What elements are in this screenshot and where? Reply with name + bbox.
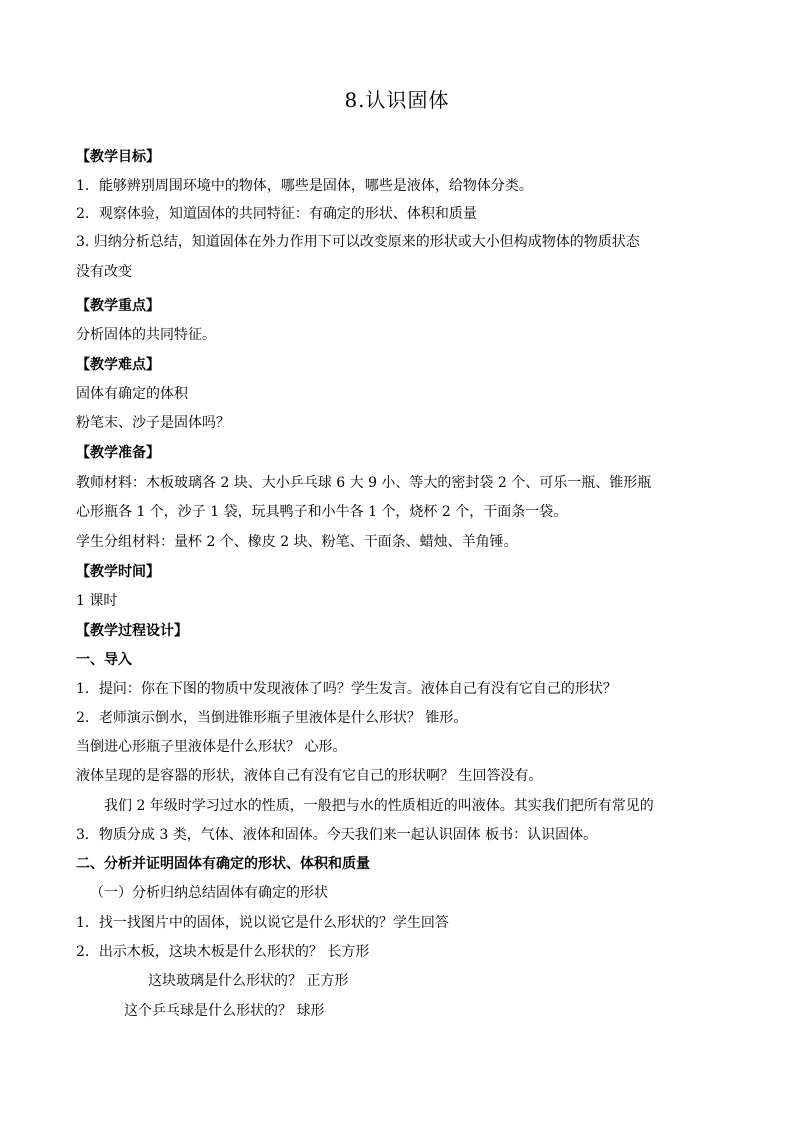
heading-teaching-goals: 【教学目标】 — [76, 149, 160, 165]
paragraph: 这个乒乓球是什么形状的？ 球形 — [124, 1003, 325, 1019]
paragraph: 2．出示木板，这块木板是什么形状的？ 长方形 — [76, 944, 370, 960]
paragraph: 1 课时 — [76, 593, 118, 609]
paragraph: 1．提问：你在下图的物质中发现液体了吗？学生发言。液体自己有没有它自己的形状？ — [76, 681, 617, 697]
paragraph: 没有改变 — [76, 264, 132, 280]
paragraph: 3. 归纳分析总结，知道固体在外力作用下可以改变原来的形状或大小但构成物体的物质状态 — [76, 234, 640, 250]
paragraph: 2．观察体验，知道固体的共同特征：有确定的形状、体积和质量 — [76, 206, 477, 222]
paragraph: 分析固体的共同特征。 — [76, 327, 216, 343]
paragraph: 粉笔末、沙子是固体吗？ — [76, 415, 230, 431]
paragraph: 教师材料：木板玻璃各 2 块、大小乒乓球 6 大 9 小、等大的密封袋 2 个、可乐一瓶、锥形瓶 — [76, 475, 652, 491]
paragraph: 固体有确定的体积 — [76, 386, 188, 402]
heading-key-points: 【教学重点】 — [76, 298, 160, 314]
section-heading: 一、导入 — [76, 652, 132, 668]
paragraph: 液体呈现的是容器的形状，液体自己有没有它自己的形状啊？ 生回答没有。 — [76, 768, 543, 784]
page-title: 8.认识固体 — [344, 88, 450, 112]
paragraph: 我们 2 年级时学习过水的性质，一般把与水的性质相近的叫液体。其实我们把所有常见的 — [104, 798, 654, 814]
section-heading: 二、分析并证明固体有确定的形状、体积和质量 — [76, 856, 370, 872]
paragraph: 心形瓶各 1 个，沙子 1 袋，玩具鸭子和小牛各 1 个，烧杯 2 个，干面条一袋。 — [76, 504, 568, 520]
paragraph: 这块玻璃是什么形状的？ 正方形 — [148, 973, 349, 989]
subsection-heading: （一）分析归纳总结固体有确定的形状 — [90, 885, 328, 901]
paragraph: 3．物质分成 3 类，气体、液体和固体。今天我们来一起认识固体 板书：认识固体。 — [76, 827, 598, 843]
heading-difficult-points: 【教学难点】 — [76, 357, 160, 373]
paragraph: 学生分组材料：量杯 2 个、橡皮 2 块、粉笔、干面条、蜡烛、羊角锤。 — [76, 534, 518, 550]
paragraph: 1．找一找图片中的固体，说以说它是什么形状的？学生回答 — [76, 915, 449, 931]
heading-process-design: 【教学过程设计】 — [76, 623, 188, 639]
heading-teaching-time: 【教学时间】 — [76, 564, 160, 580]
heading-preparation: 【教学准备】 — [76, 445, 160, 461]
paragraph: 2．老师演示倒水，当倒进锥形瓶子里液体是什么形状？ 锥形。 — [76, 710, 468, 726]
paragraph: 1．能够辨别周围环境中的物体，哪些是固体，哪些是液体，给物体分类。 — [76, 178, 533, 194]
paragraph: 当倒进心形瓶子里液体是什么形状？ 心形。 — [76, 739, 347, 755]
